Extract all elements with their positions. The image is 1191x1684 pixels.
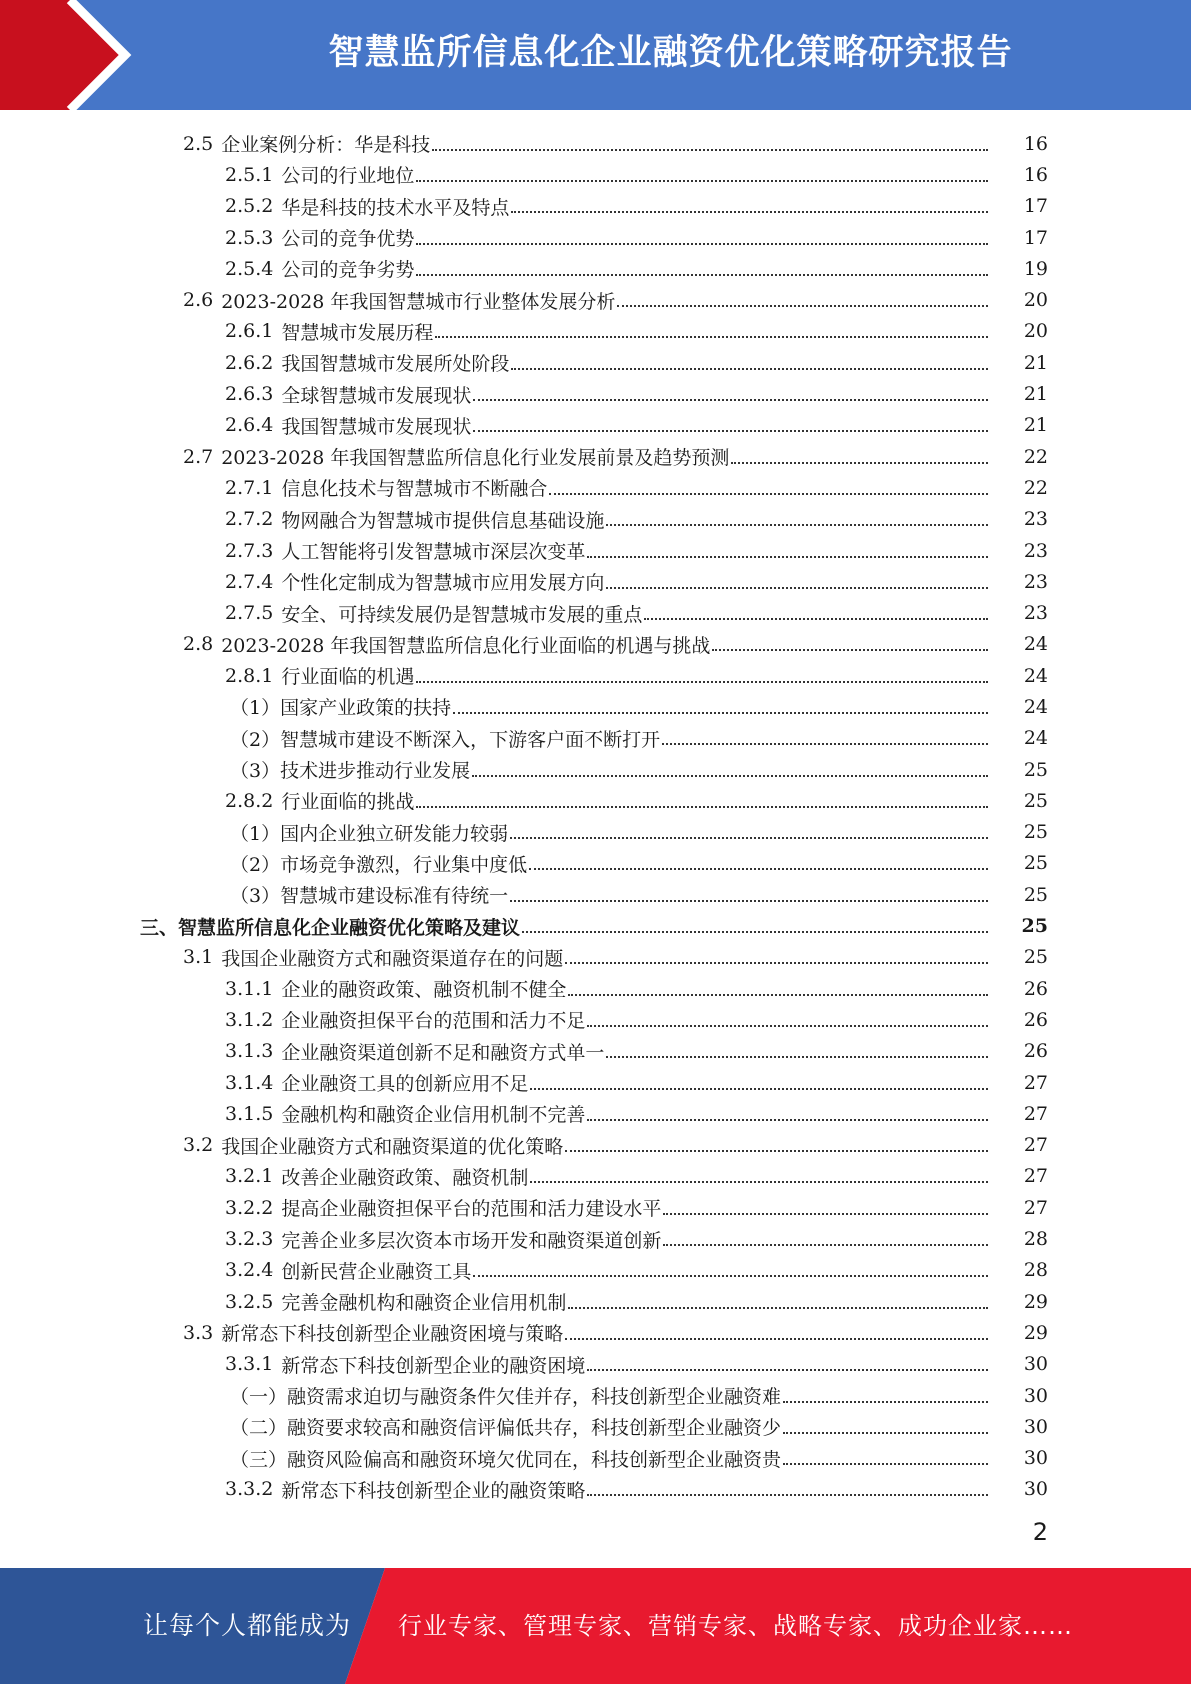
page-footer [0, 1568, 1191, 1684]
toc-dot-leader [432, 149, 988, 151]
page-header [0, 0, 1191, 110]
toc-dot-leader [568, 994, 988, 996]
toc-entry-title: 新常态下科技创新型企业的融资策略 [281, 1479, 586, 1502]
toc-entry-number: 3.3.2 [225, 1478, 274, 1501]
table-of-contents [0, 128, 1191, 1505]
toc-dot-leader [510, 837, 988, 839]
toc-entry-page: 21 [1023, 383, 1048, 406]
toc-dot-leader [783, 1401, 988, 1403]
toc-entry-page: 16 [1023, 163, 1048, 186]
toc-entry-page: 27 [1023, 1102, 1048, 1125]
toc-entry-number: 3.3 [183, 1321, 214, 1344]
toc-entry[interactable] [0, 848, 1191, 879]
toc-entry-page: 22 [1023, 445, 1048, 468]
toc-entry-title: （3）技术进步推动行业发展 [230, 760, 471, 783]
toc-entry[interactable] [0, 817, 1191, 848]
toc-entry-title: 2023-2028 年我国智慧城市行业整体发展分析 [221, 290, 616, 313]
toc-entry[interactable] [0, 1474, 1191, 1505]
toc-entry-number: 2.7.2 [225, 508, 274, 531]
toc-entry-page: 23 [1023, 570, 1048, 593]
toc-entry-number: 2.5.2 [225, 195, 274, 218]
toc-entry-number: 2.7.5 [225, 602, 274, 625]
footer-slogan-right: 行业专家、管理专家、营销专家、战略专家、成功企业家…… [398, 1612, 1073, 1640]
toc-entry-number: 3.2.3 [225, 1228, 274, 1251]
toc-dot-leader [549, 493, 988, 495]
toc-entry-page: 30 [1023, 1353, 1048, 1376]
toc-dot-leader [416, 806, 988, 808]
toc-entry-title: 企业融资工具的创新应用不足 [281, 1073, 529, 1096]
toc-entry[interactable] [0, 1161, 1191, 1192]
toc-entry-page: 30 [1023, 1447, 1048, 1470]
toc-entry-page: 30 [1023, 1384, 1048, 1407]
toc-entry-page: 19 [1023, 257, 1048, 280]
toc-entry-title: 改善企业融资政策、融资机制 [281, 1166, 529, 1189]
toc-dot-leader [617, 305, 988, 307]
toc-entry-number: 2.5.1 [225, 163, 274, 186]
toc-entry-title: 物网融合为智慧城市提供信息基础设施 [281, 509, 605, 532]
toc-entry[interactable] [0, 347, 1191, 378]
toc-dot-leader [473, 430, 988, 432]
toc-entry-title: 2023-2028 年我国智慧监所信息化行业发展前景及趋势预测 [221, 447, 730, 470]
toc-entry-number: 3.1 [183, 946, 214, 969]
toc-entry-number: 2.6.4 [225, 414, 274, 437]
toc-entry-title: 华是科技的技术水平及特点 [281, 196, 510, 219]
toc-entry[interactable] [0, 1004, 1191, 1035]
toc-dot-leader [712, 649, 988, 651]
toc-dot-leader [522, 931, 988, 933]
toc-entry[interactable] [0, 910, 1191, 941]
toc-entry-title: 我国企业融资方式和融资渠道存在的问题 [221, 947, 564, 970]
toc-entry-title: 行业面临的挑战 [281, 791, 415, 814]
toc-entry[interactable] [0, 942, 1191, 973]
toc-entry[interactable] [0, 660, 1191, 691]
toc-entry-page: 24 [1023, 664, 1048, 687]
toc-entry-page: 25 [1023, 852, 1048, 875]
toc-entry-number: 2.7 [183, 445, 214, 468]
toc-entry-title: （1）国内企业独立研发能力较弱 [230, 822, 509, 845]
toc-entry[interactable] [0, 754, 1191, 785]
toc-entry-page: 21 [1023, 414, 1048, 437]
toc-dot-leader [472, 775, 988, 777]
toc-entry[interactable] [0, 879, 1191, 910]
toc-entry-title: 个性化定制成为智慧城市应用发展方向 [281, 572, 605, 595]
toc-entry-number: 3.2.2 [225, 1196, 274, 1219]
toc-entry-title: 公司的竞争劣势 [281, 259, 415, 282]
toc-entry-page: 30 [1023, 1478, 1048, 1501]
toc-entry[interactable] [0, 973, 1191, 1004]
toc-entry-number: 2.6.2 [225, 351, 274, 374]
toc-entry-title: 提高企业融资担保平台的范围和活力建设水平 [281, 1198, 662, 1221]
toc-entry-number: 3.2 [183, 1134, 214, 1157]
toc-entry[interactable] [0, 1067, 1191, 1098]
toc-dot-leader [510, 900, 988, 902]
toc-entry-page: 27 [1023, 1196, 1048, 1219]
toc-entry-title: （三）融资风险偏高和融资环境欠优同在，科技创新型企业融资贵 [230, 1448, 782, 1471]
toc-entry-page: 25 [1023, 789, 1048, 812]
toc-entry-title: 完善企业多层次资本市场开发和融资渠道创新 [281, 1229, 662, 1252]
toc-entry[interactable] [0, 1380, 1191, 1411]
toc-dot-leader [662, 743, 988, 745]
toc-entry-page: 27 [1023, 1071, 1048, 1094]
toc-entry-page: 24 [1023, 633, 1048, 656]
toc-entry[interactable] [0, 691, 1191, 722]
toc-entry-title: （3）智慧城市建设标准有待统一 [230, 885, 509, 908]
toc-entry-page: 26 [1023, 977, 1048, 1000]
toc-entry-page: 28 [1023, 1228, 1048, 1251]
report-title: 智慧监所信息化企业融资优化策略研究报告 [328, 33, 1013, 73]
toc-entry[interactable] [0, 222, 1191, 253]
toc-entry-title: 新常态下科技创新型企业融资困境与策略 [221, 1323, 564, 1346]
toc-entry-page: 25 [1023, 821, 1048, 844]
toc-entry-page: 29 [1023, 1321, 1048, 1344]
toc-entry-title: （1）国家产业政策的扶持 [230, 697, 452, 720]
toc-entry-title: （二）融资要求较高和融资信评偏低共存，科技创新型企业融资少 [230, 1417, 782, 1440]
toc-entry-page: 23 [1023, 508, 1048, 531]
toc-entry-page: 23 [1023, 539, 1048, 562]
toc-dot-leader [416, 243, 988, 245]
toc-entry[interactable] [0, 191, 1191, 222]
toc-entry-page: 22 [1023, 476, 1048, 499]
toc-entry[interactable] [0, 1223, 1191, 1254]
toc-entry[interactable] [0, 1349, 1191, 1380]
toc-dot-leader [587, 1494, 988, 1496]
toc-entry-number: 2.6 [183, 289, 214, 312]
toc-entry-page: 27 [1023, 1165, 1048, 1188]
toc-dot-leader [416, 681, 988, 683]
toc-entry[interactable] [0, 1130, 1191, 1161]
toc-dot-leader [606, 1056, 988, 1058]
toc-entry-number: 3.1.5 [225, 1102, 274, 1125]
toc-dot-leader [606, 587, 988, 589]
toc-dot-leader [529, 868, 988, 870]
toc-entry[interactable] [0, 1442, 1191, 1473]
toc-entry-title: 我国智慧城市发展现状 [281, 415, 472, 438]
toc-dot-leader [435, 336, 988, 338]
toc-entry[interactable] [0, 566, 1191, 597]
toc-entry[interactable] [0, 785, 1191, 816]
toc-entry-page: 25 [1023, 758, 1048, 781]
toc-entry[interactable] [0, 1255, 1191, 1286]
toc-dot-leader [587, 1369, 988, 1371]
toc-entry-number: 3.2.5 [225, 1290, 274, 1313]
toc-entry-number: 2.5.4 [225, 257, 274, 280]
toc-entry-page: 20 [1023, 320, 1048, 343]
toc-entry-title: （2）智慧城市建设不断深入，下游客户面不断打开 [230, 728, 661, 751]
toc-dot-leader [644, 618, 988, 620]
toc-entry-title: 创新民营企业融资工具 [281, 1260, 472, 1283]
toc-entry[interactable] [0, 1286, 1191, 1317]
toc-dot-leader [565, 1150, 988, 1152]
toc-dot-leader [587, 556, 988, 558]
toc-entry-number: 2.7.1 [225, 476, 274, 499]
toc-entry[interactable] [0, 629, 1191, 660]
toc-dot-leader [568, 1307, 988, 1309]
toc-entry-page: 25 [1023, 883, 1048, 906]
toc-entry[interactable] [0, 1098, 1191, 1129]
toc-entry-number: 3.1.2 [225, 1008, 274, 1031]
toc-entry[interactable] [0, 723, 1191, 754]
toc-entry-page: 21 [1023, 351, 1048, 374]
toc-entry-number: 2.8.2 [225, 789, 274, 812]
toc-entry-number: 2.5 [183, 132, 214, 155]
toc-dot-leader [587, 1025, 988, 1027]
toc-entry-title: 我国智慧城市发展所处阶段 [281, 353, 510, 376]
toc-entry-page: 25 [1023, 946, 1048, 969]
toc-dot-leader [511, 368, 988, 370]
toc-entry-page: 16 [1023, 132, 1048, 155]
toc-entry-title: 企业案例分析：华是科技 [221, 134, 431, 157]
toc-dot-leader [783, 1432, 988, 1434]
toc-entry-number: 2.7.3 [225, 539, 274, 562]
toc-entry-number: 2.5.3 [225, 226, 274, 249]
toc-entry-number: 2.8 [183, 633, 214, 656]
toc-dot-leader [511, 211, 988, 213]
toc-dot-leader [530, 1181, 988, 1183]
toc-entry-number: 3.1.1 [225, 977, 274, 1000]
toc-entry-title: 行业面临的机遇 [281, 666, 415, 689]
toc-entry[interactable] [0, 316, 1191, 347]
toc-entry-number: 3.1.4 [225, 1071, 274, 1094]
toc-entry-title: 智慧城市发展历程 [281, 321, 434, 344]
toc-entry-page: 28 [1023, 1259, 1048, 1282]
toc-entry-page: 26 [1023, 1040, 1048, 1063]
toc-dot-leader [416, 180, 988, 182]
page-number: 2 [1032, 1518, 1048, 1546]
toc-entry-title: 公司的竞争优势 [281, 228, 415, 251]
toc-entry-title: 企业融资担保平台的范围和活力不足 [281, 1010, 586, 1033]
toc-entry-page: 20 [1023, 289, 1048, 312]
toc-entry-number: 3.3.1 [225, 1353, 274, 1376]
toc-entry[interactable] [0, 1411, 1191, 1442]
toc-entry-number: 2.6.3 [225, 383, 274, 406]
toc-entry-page: 29 [1023, 1290, 1048, 1313]
toc-dot-leader [473, 399, 988, 401]
toc-entry-number: 3.2.4 [225, 1259, 274, 1282]
toc-entry-title: 企业融资渠道创新不足和融资方式单一 [281, 1041, 605, 1064]
toc-dot-leader [530, 1088, 988, 1090]
footer-slogan-left: 让每个人都能成为 [143, 1611, 352, 1640]
toc-entry-title: 公司的行业地位 [281, 165, 415, 188]
toc-entry-title: （2）市场竞争激烈，行业集中度低 [230, 853, 528, 876]
toc-entry-title: （一）融资需求迫切与融资条件欠佳并存，科技创新型企业融资难 [230, 1386, 782, 1409]
toc-entry-page: 17 [1023, 195, 1048, 218]
toc-entry-title: 金融机构和融资企业信用机制不完善 [281, 1104, 586, 1127]
toc-entry[interactable] [0, 378, 1191, 409]
toc-entry[interactable] [0, 128, 1191, 159]
toc-dot-leader [473, 1275, 988, 1277]
toc-entry[interactable] [0, 253, 1191, 284]
toc-dot-leader [606, 524, 988, 526]
toc-entry-title: 新常态下科技创新型企业的融资困境 [281, 1354, 586, 1377]
toc-entry-title: 企业的融资政策、融资机制不健全 [281, 979, 567, 1002]
toc-entry-page: 24 [1023, 695, 1048, 718]
toc-entry[interactable] [0, 597, 1191, 628]
toc-entry-page: 23 [1023, 602, 1048, 625]
toc-entry[interactable] [0, 441, 1191, 472]
toc-entry[interactable] [0, 159, 1191, 190]
toc-entry-title: 信息化技术与智慧城市不断融合 [281, 478, 548, 501]
toc-entry-title: 三、智慧监所信息化企业融资优化策略及建议 [140, 916, 521, 939]
toc-entry-title: 人工智能将引发智慧城市深层次变革 [281, 541, 586, 563]
toc-entry[interactable] [0, 410, 1191, 441]
toc-entry-title: 我国企业融资方式和融资渠道的优化策略 [221, 1135, 564, 1158]
toc-dot-leader [565, 962, 988, 964]
toc-dot-leader [783, 1463, 988, 1465]
toc-dot-leader [663, 1213, 988, 1215]
toc-entry[interactable] [0, 1036, 1191, 1067]
toc-entry[interactable] [0, 1192, 1191, 1223]
toc-entry[interactable] [0, 504, 1191, 535]
toc-entry-page: 24 [1023, 727, 1048, 750]
toc-entry-number: 2.7.4 [225, 570, 274, 593]
toc-entry-page: 30 [1023, 1415, 1048, 1438]
toc-entry[interactable] [0, 472, 1191, 503]
toc-dot-leader [587, 1119, 988, 1121]
toc-entry[interactable] [0, 535, 1191, 566]
toc-dot-leader [731, 462, 988, 464]
toc-dot-leader [663, 1244, 988, 1246]
toc-entry-page: 17 [1023, 226, 1048, 249]
arrow-decoration-icon [0, 0, 160, 110]
toc-entry-number: 2.8.1 [225, 664, 274, 687]
toc-entry[interactable] [0, 1317, 1191, 1348]
toc-entry-title: 完善金融机构和融资企业信用机制 [281, 1292, 567, 1315]
toc-entry-number: 3.2.1 [225, 1165, 274, 1188]
toc-entry-title: 全球智慧城市发展现状 [281, 384, 472, 407]
toc-entry-page: 27 [1023, 1134, 1048, 1157]
toc-entry-page: 25 [1021, 915, 1048, 938]
toc-dot-leader [453, 712, 988, 714]
toc-entry-number: 3.1.3 [225, 1040, 274, 1063]
toc-dot-leader [416, 274, 988, 276]
toc-entry-page: 26 [1023, 1008, 1048, 1031]
toc-entry-number: 2.6.1 [225, 320, 274, 343]
toc-entry[interactable] [0, 284, 1191, 315]
toc-entry-title: 安全、可持续发展仍是智慧城市发展的重点 [281, 603, 643, 626]
toc-dot-leader [565, 1338, 988, 1340]
toc-entry-title: 2023-2028 年我国智慧监所信息化行业面临的机遇与挑战 [221, 634, 711, 657]
